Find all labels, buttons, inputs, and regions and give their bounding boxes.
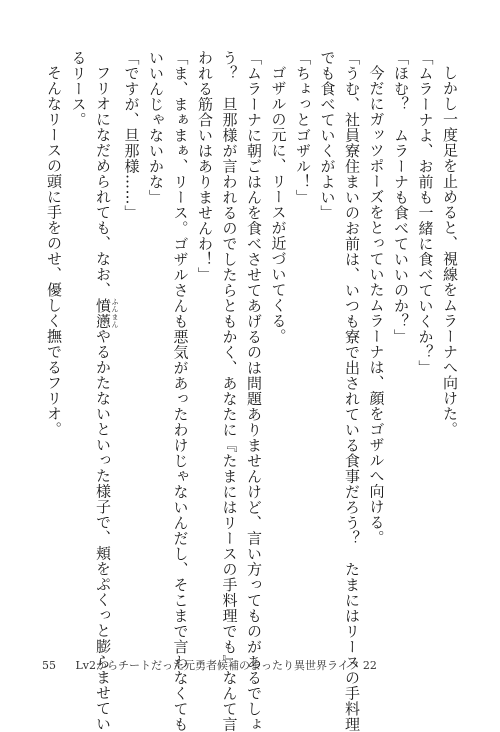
furigana-base: 憤懣 xyxy=(94,297,112,329)
page-footer xyxy=(42,657,377,673)
page-number: 55 xyxy=(42,659,56,672)
text-line-14: 「ですが、旦那様……」 xyxy=(122,50,141,221)
text-line-7: 「ちょっとゴザル！」 xyxy=(294,50,312,205)
text-line-5: 「うむ、社員寮住まいのお前は、いつも寮で出されている食事だろう？ たまにはリースの手料理 xyxy=(343,50,361,732)
text-line-2: 「ムラーナよ、お前も一緒に食べていくか？」 xyxy=(416,50,435,376)
furigana-reading: ふんまん xyxy=(111,297,119,329)
text-line-3: 「ほむ？ ムラーナも食べていいのか？」 xyxy=(392,50,410,345)
text-line-13: いいんじゃないかな」 xyxy=(147,50,165,205)
text-line-15-start: フリオになだめられても、なお、 xyxy=(94,65,112,298)
text-line-12: 「ま、まぁまぁ、リース。ゴザルさんも悪気があったわけじゃないんだし、そこまで言わなくても xyxy=(171,50,190,732)
text-line-10: う？ 旦那様が言われるのでしたらともかく、あなたに『たまにはリースの手料理でも』なんて言 xyxy=(220,50,239,732)
text-line-6: でも食べていくがよい」 xyxy=(318,50,337,221)
text-line-1: しかし一度足を止めると、視線をムラーナへ向けた。 xyxy=(441,65,459,437)
text-line-15 xyxy=(91,50,120,732)
text-line-15-end: やるかたないといった様子で、頬をぷくっと膨らませてい xyxy=(94,328,112,732)
furigana-word xyxy=(94,297,119,329)
text-line-17: そんなリースの頭に手をのせ、優しく撫でるフリオ。 xyxy=(45,65,63,437)
text-line-8: ゴザルの元に、リースが近づいてくる。 xyxy=(269,65,288,344)
book-title: Lv2からチートだった元勇者候補のまったり異世界ライフ 22 xyxy=(75,659,377,672)
text-line-4: 今だにガッツポーズをとっていたムラーナは、顔をゴザルへ向ける。 xyxy=(367,65,386,546)
text-line-9: 「ムラーナに朝ごはんを食べさせてあげるのは問題ありませんけど、言い方ってものがあるでしょ xyxy=(245,50,263,732)
text-line-11: われる筋合いはありませんわ！」 xyxy=(196,50,214,283)
text-line-16: るリース。 xyxy=(69,50,88,128)
